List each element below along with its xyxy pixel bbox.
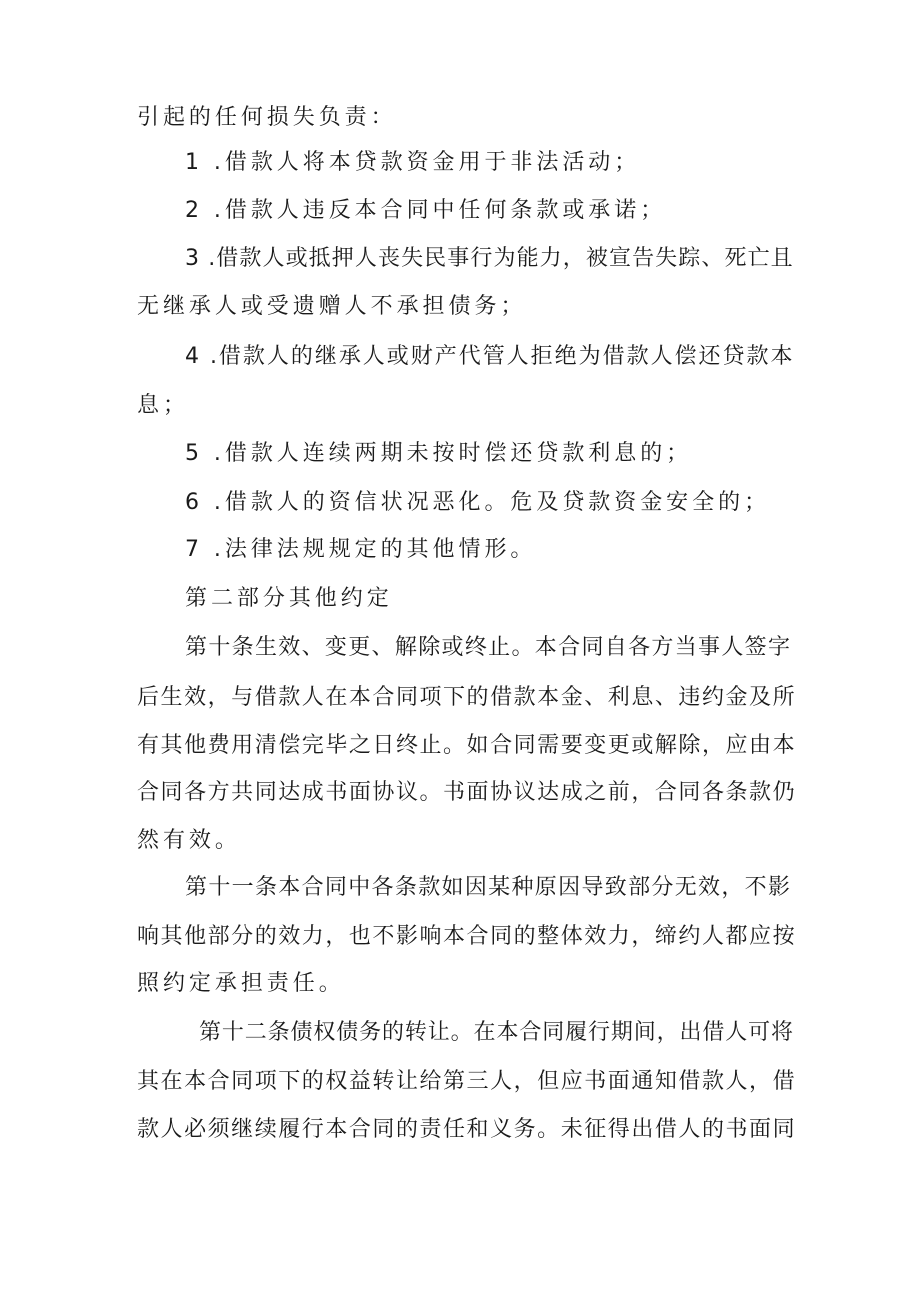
article-11-line-3: 照约定承担责任。 (137, 971, 345, 996)
article-12-line-2: 其在本合同项下的权益转让给第三人，但应书面通知借款人，借 (137, 1069, 797, 1094)
list-item-6: 6 .借款人的资信状况恶化。危及贷款资金安全的； (185, 490, 771, 515)
article-10-line-4: 合同各方共同达成书面协议。书面协议达成之前，合同各条款仍 (137, 780, 797, 805)
text-line-1: 引起的任何损失负责： (137, 105, 397, 130)
article-10-line-3: 有其他费用清偿完毕之日终止。如合同需要变更或解除，应由本 (137, 733, 797, 758)
list-item-4: 4 .借款人的继承人或财产代管人拒绝为借款人偿还贷款本 (185, 344, 795, 369)
article-11-line-1: 第十一条本合同中各条款如因某种原因导致部分无效，不影 (185, 875, 792, 900)
section-heading: 第二部分其他约定 (185, 586, 393, 611)
article-10-line-1: 第十条生效、变更、解除或终止。本合同自各方当事人签字 (185, 635, 792, 660)
list-item-5: 5 .借款人连续两期未按时偿还贷款利息的； (185, 441, 693, 466)
list-item-1: 1 .借款人将本贷款资金用于非法活动； (185, 150, 641, 175)
list-item-2: 2 .借款人违反本合同中任何条款或承诺； (185, 198, 667, 223)
article-11-line-2: 响其他部分的效力，也不影响本合同的整体效力，缔约人都应按 (137, 924, 797, 949)
list-item-3: 3 .借款人或抵押人丧失民事行为能力，被宣告失踪、死亡且 (185, 246, 794, 271)
list-item-3-continued: 无继承人或受遗赠人不承担债务； (137, 294, 527, 319)
article-12-line-1: 第十二条债权债务的转让。在本合同履行期间，出借人可将 (199, 1020, 794, 1045)
list-item-7: 7 .法律法规规定的其他情形。 (185, 537, 537, 562)
article-10-line-5: 然有效。 (137, 828, 241, 853)
article-10-line-2: 后生效，与借款人在本合同项下的借款本金、利息、违约金及所 (137, 685, 797, 710)
article-12-line-3: 款人必须继续履行本合同的责任和义务。未征得出借人的书面同 (137, 1117, 797, 1142)
list-item-4-continued: 息； (137, 393, 189, 418)
